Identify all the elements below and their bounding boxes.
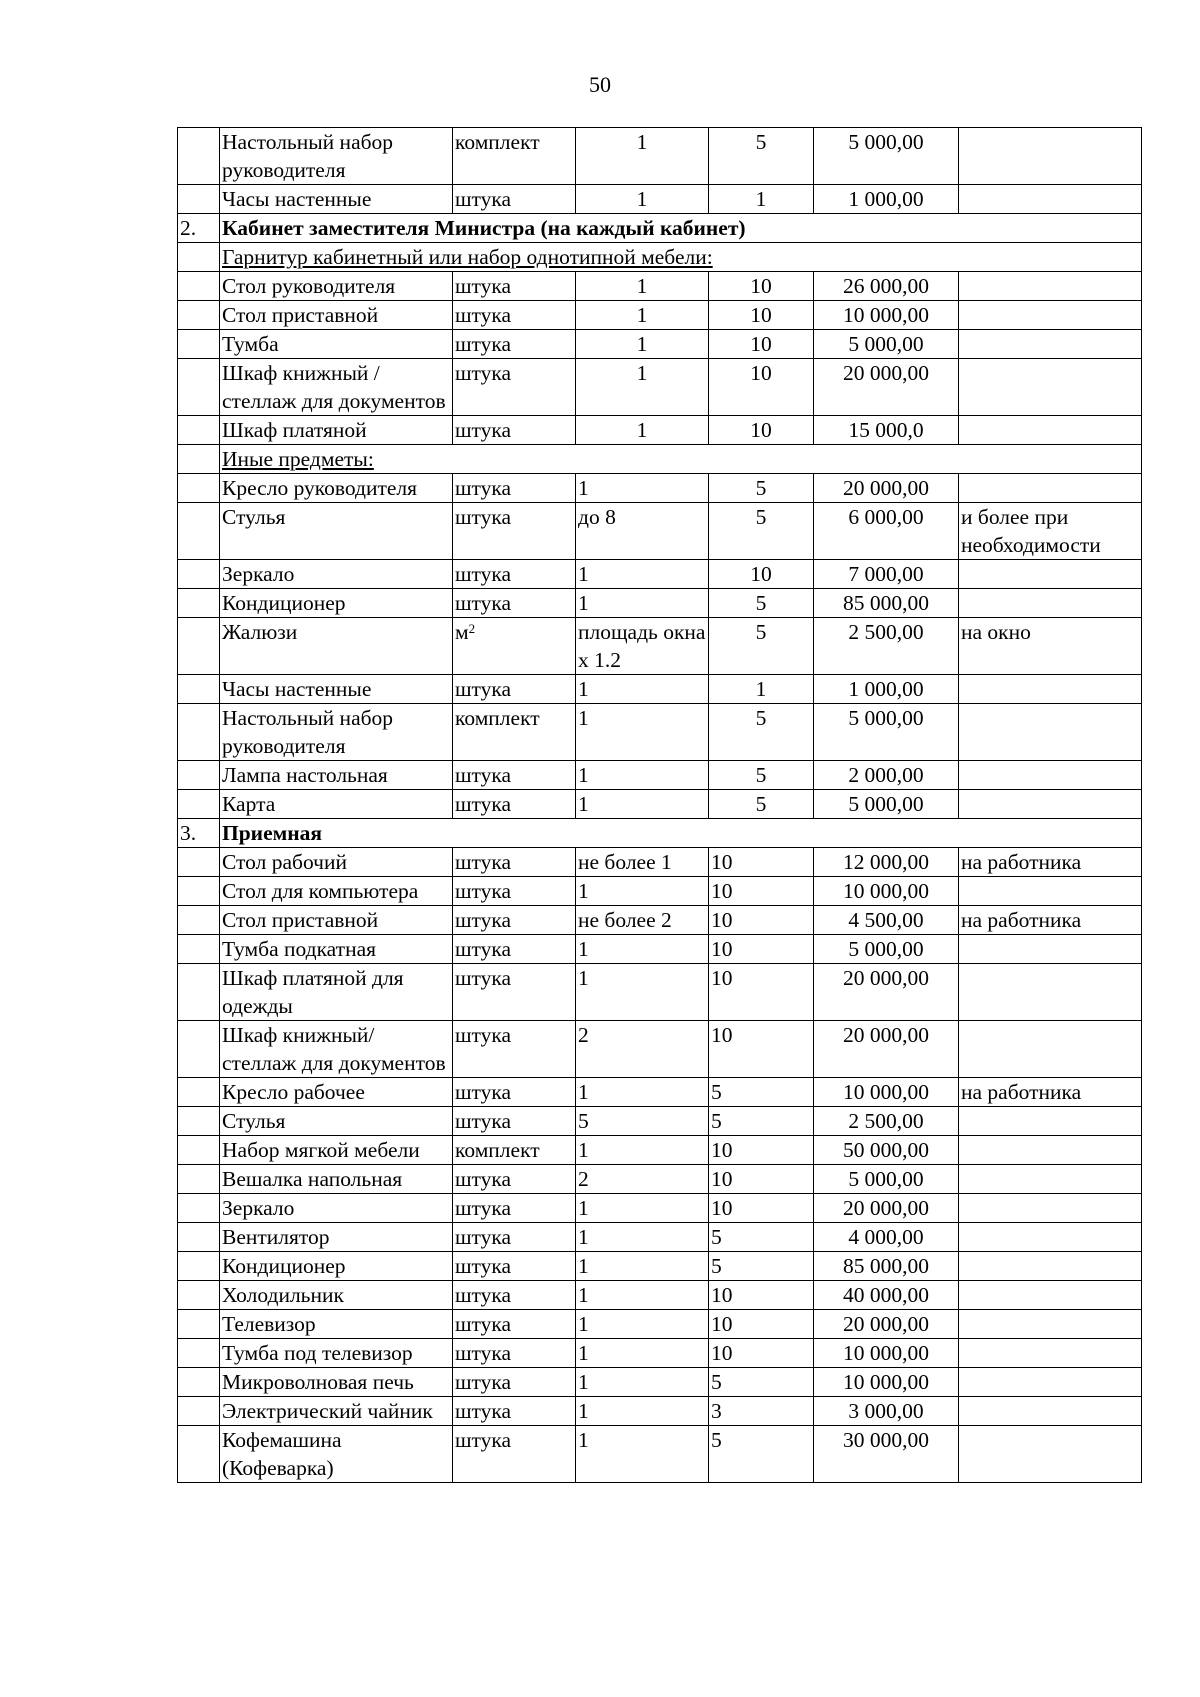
item-quantity: 5 [576,1107,709,1136]
item-note [959,877,1142,906]
item-note [959,272,1142,301]
item-name: Шкаф платяной [220,416,453,445]
item-note [959,1339,1142,1368]
table-row [178,704,1142,761]
row-number-cell [178,704,220,761]
item-service-years: 5 [709,761,814,790]
item-price: 20 000,00 [814,1194,959,1223]
item-service-years: 10 [709,1136,814,1165]
item-service-years: 5 [709,503,814,560]
item-service-years: 5 [709,1223,814,1252]
item-price: 5 000,00 [814,128,959,185]
item-price: 1 000,00 [814,185,959,214]
item-quantity: 1 [576,964,709,1021]
item-price: 85 000,00 [814,589,959,618]
item-quantity: 1 [576,1136,709,1165]
item-unit: штука [453,1368,576,1397]
item-quantity: до 8 [576,503,709,560]
row-number-cell [178,1368,220,1397]
item-quantity: 1 [576,761,709,790]
item-price: 10 000,00 [814,301,959,330]
table-row [178,1339,1142,1368]
row-number-cell [178,1165,220,1194]
item-name: Стол для компьютера [220,877,453,906]
item-service-years: 5 [709,128,814,185]
item-price: 50 000,00 [814,1136,959,1165]
item-note: на работника [959,1078,1142,1107]
row-number-cell [178,1397,220,1426]
item-price: 85 000,00 [814,1252,959,1281]
item-unit: штука [453,675,576,704]
item-quantity: не более 2 [576,906,709,935]
row-number-cell [178,848,220,877]
item-note [959,589,1142,618]
item-price: 20 000,00 [814,1310,959,1339]
item-price: 20 000,00 [814,1021,959,1078]
section-row [178,214,1142,243]
table-row [178,185,1142,214]
table-body [178,128,1142,1483]
subheader-row [178,243,1142,272]
item-service-years: 10 [709,416,814,445]
item-note [959,330,1142,359]
table-row [178,503,1142,560]
row-number-cell [178,1426,220,1483]
table-row [178,1426,1142,1483]
item-service-years: 10 [709,359,814,416]
item-unit: штука [453,877,576,906]
item-note [959,1223,1142,1252]
item-service-years: 10 [709,935,814,964]
item-note [959,474,1142,503]
item-price: 15 000,0 [814,416,959,445]
item-name: Набор мягкой мебели [220,1136,453,1165]
item-unit: штука [453,1426,576,1483]
item-note [959,416,1142,445]
item-quantity: 1 [576,790,709,819]
item-note [959,964,1142,1021]
row-number-cell [178,416,220,445]
item-name: Зеркало [220,560,453,589]
item-note [959,935,1142,964]
subheader-row [178,445,1142,474]
item-name: Стол рабочий [220,848,453,877]
row-number-cell [178,761,220,790]
item-name: Кресло рабочее [220,1078,453,1107]
item-name: Настольный набор руководителя [220,704,453,761]
item-name: Тумба подкатная [220,935,453,964]
row-number-cell [178,906,220,935]
item-name: Шкаф книжный/ стеллаж для документов [220,1021,453,1078]
item-name: Стол приставной [220,906,453,935]
item-price: 4 000,00 [814,1223,959,1252]
item-service-years: 10 [709,964,814,1021]
row-number-cell [178,935,220,964]
item-service-years: 5 [709,618,814,675]
table-row [178,1107,1142,1136]
item-note [959,1194,1142,1223]
item-name: Зеркало [220,1194,453,1223]
row-number-cell [178,1136,220,1165]
item-unit: штука [453,761,576,790]
item-quantity: 1 [576,301,709,330]
item-note [959,301,1142,330]
item-price: 10 000,00 [814,1078,959,1107]
item-name: Электрический чайник [220,1397,453,1426]
item-name: Тумба под телевизор [220,1339,453,1368]
item-unit: штука [453,272,576,301]
item-name: Шкаф платяной для одежды [220,964,453,1021]
section-title: Приемная [220,819,1142,848]
item-name: Стулья [220,503,453,560]
item-note [959,1021,1142,1078]
item-note [959,1107,1142,1136]
item-unit: штука [453,964,576,1021]
table-row [178,675,1142,704]
item-note [959,790,1142,819]
item-quantity: 1 [576,560,709,589]
item-note [959,185,1142,214]
item-note [959,1426,1142,1483]
item-name: Тумба [220,330,453,359]
item-quantity: 1 [576,1426,709,1483]
item-note [959,560,1142,589]
table-row [178,964,1142,1021]
item-unit: штука [453,589,576,618]
item-quantity: 1 [576,704,709,761]
item-service-years: 10 [709,877,814,906]
item-note [959,1281,1142,1310]
table-row [178,474,1142,503]
item-unit: штука [453,416,576,445]
item-quantity: 1 [576,1368,709,1397]
item-service-years: 5 [709,589,814,618]
item-service-years: 10 [709,330,814,359]
table-row [178,359,1142,416]
item-price: 20 000,00 [814,359,959,416]
item-unit: штука [453,359,576,416]
row-number-cell [178,964,220,1021]
item-name: Часы настенные [220,675,453,704]
item-note [959,1252,1142,1281]
table-row [178,128,1142,185]
item-service-years: 10 [709,1021,814,1078]
item-quantity: 1 [576,1339,709,1368]
table-row [178,1223,1142,1252]
item-price: 5 000,00 [814,1165,959,1194]
item-note: на окно [959,618,1142,675]
item-price: 4 500,00 [814,906,959,935]
item-note: на работника [959,848,1142,877]
row-number-cell [178,589,220,618]
page-number: 50 [589,72,611,97]
item-name: Телевизор [220,1310,453,1339]
item-price: 5 000,00 [814,330,959,359]
item-price: 6 000,00 [814,503,959,560]
item-note [959,1136,1142,1165]
item-service-years: 5 [709,790,814,819]
item-unit: $м^2$ [453,618,576,675]
item-quantity: 1 [576,330,709,359]
item-service-years: 5 [709,1252,814,1281]
row-number-cell [178,272,220,301]
row-number-cell [178,445,220,474]
item-price: 7 000,00 [814,560,959,589]
table-row [178,1368,1142,1397]
item-note [959,1310,1142,1339]
item-unit: штука [453,848,576,877]
table-row [178,589,1142,618]
item-quantity: 1 [576,272,709,301]
item-service-years: 10 [709,560,814,589]
item-service-years: 10 [709,301,814,330]
item-name: Микроволновая печь [220,1368,453,1397]
item-name: Стулья [220,1107,453,1136]
row-number-cell [178,1339,220,1368]
row-number-cell [178,1252,220,1281]
item-name: Настольный набор руководителя [220,128,453,185]
table-row [178,906,1142,935]
table-row [178,1281,1142,1310]
item-price: 26 000,00 [814,272,959,301]
item-unit: штука [453,474,576,503]
item-service-years: 10 [709,906,814,935]
item-name: Шкаф книжный /стеллаж для документов [220,359,453,416]
item-price: 5 000,00 [814,935,959,964]
table-row [178,416,1142,445]
item-name: Стол приставной [220,301,453,330]
item-service-years: 1 [709,185,814,214]
item-unit: комплект [453,128,576,185]
item-quantity: 1 [576,1252,709,1281]
item-quantity: площадь окна х 1.2 [576,618,709,675]
item-unit: штука [453,330,576,359]
table-row [178,1165,1142,1194]
item-service-years: 5 [709,704,814,761]
item-quantity: 2 [576,1165,709,1194]
item-unit: штука [453,935,576,964]
table-row [178,272,1142,301]
row-number-cell [178,1021,220,1078]
item-service-years: 5 [709,1426,814,1483]
item-quantity: 1 [576,589,709,618]
row-number-cell [178,790,220,819]
item-quantity: 1 [576,1194,709,1223]
item-quantity: 1 [576,474,709,503]
item-service-years: 1 [709,675,814,704]
item-note: и более при необходимости [959,503,1142,560]
row-number-cell [178,359,220,416]
furniture-norms-table [177,127,1142,1483]
table-row [178,1021,1142,1078]
item-price: 1 000,00 [814,675,959,704]
item-name: Стол руководителя [220,272,453,301]
row-number-cell [178,675,220,704]
subheader-cell [220,445,1142,474]
item-note [959,1165,1142,1194]
item-unit: комплект [453,704,576,761]
item-quantity: 1 [576,1281,709,1310]
item-unit: штука [453,1107,576,1136]
subheader-cell [220,243,1142,272]
item-note [959,704,1142,761]
row-number-cell [178,560,220,589]
item-unit: штука [453,1281,576,1310]
row-number-cell [178,1107,220,1136]
item-quantity: 1 [576,416,709,445]
row-number-cell [178,1194,220,1223]
table-row [178,1078,1142,1107]
item-quantity: 1 [576,185,709,214]
section-number: 2. [178,214,220,243]
table-row [178,877,1142,906]
item-quantity: 1 [576,1223,709,1252]
subheader-title: Иные предметы: [222,447,374,471]
item-unit: штука [453,1252,576,1281]
item-service-years: 3 [709,1397,814,1426]
item-quantity: 1 [576,877,709,906]
row-number-cell [178,618,220,675]
item-name: Кондиционер [220,1252,453,1281]
item-quantity: 1 [576,675,709,704]
table-row [178,790,1142,819]
table-row [178,935,1142,964]
row-number-cell [178,1281,220,1310]
item-quantity: 1 [576,1397,709,1426]
item-name: Вентилятор [220,1223,453,1252]
item-service-years: 10 [709,1165,814,1194]
table-row [178,1194,1142,1223]
item-unit: штука [453,1310,576,1339]
item-note [959,128,1142,185]
section-title: Кабинет заместителя Министра (на каждый кабинет) [220,214,1142,243]
item-unit: штука [453,1339,576,1368]
item-unit: штука [453,560,576,589]
item-service-years: 10 [709,848,814,877]
item-note: на работника [959,906,1142,935]
item-unit: штука [453,1397,576,1426]
item-name: Часы настенные [220,185,453,214]
item-price: 2 500,00 [814,618,959,675]
item-quantity: 1 [576,359,709,416]
item-price: 30 000,00 [814,1426,959,1483]
item-unit: штука [453,1021,576,1078]
item-name: Холодильник [220,1281,453,1310]
item-unit: штука [453,1165,576,1194]
item-price: 10 000,00 [814,1368,959,1397]
item-quantity: 2 [576,1021,709,1078]
row-number-cell [178,503,220,560]
row-number-cell [178,128,220,185]
item-name: Карта [220,790,453,819]
item-name: Кресло руководителя [220,474,453,503]
item-price: 5 000,00 [814,704,959,761]
item-unit: штука [453,1194,576,1223]
row-number-cell [178,243,220,272]
item-price: 10 000,00 [814,1339,959,1368]
item-quantity: 1 [576,935,709,964]
item-price: 10 000,00 [814,877,959,906]
table-row [178,1252,1142,1281]
item-price: 40 000,00 [814,1281,959,1310]
item-note [959,359,1142,416]
item-name: Кондиционер [220,589,453,618]
item-price: 12 000,00 [814,848,959,877]
item-service-years: 10 [709,1310,814,1339]
table-row [178,1310,1142,1339]
item-note [959,675,1142,704]
item-name: Лампа настольная [220,761,453,790]
item-price: 3 000,00 [814,1397,959,1426]
table-row [178,1397,1142,1426]
item-service-years: 10 [709,1194,814,1223]
table-row [178,618,1142,675]
section-row [178,819,1142,848]
item-service-years: 5 [709,474,814,503]
item-service-years: 5 [709,1368,814,1397]
item-unit: штука [453,906,576,935]
item-note [959,1368,1142,1397]
subheader-title: Гарнитур кабинетный или набор однотипной мебели: [222,245,713,269]
item-service-years: 10 [709,272,814,301]
row-number-cell [178,1078,220,1107]
item-price: 20 000,00 [814,474,959,503]
table-row [178,848,1142,877]
table-row [178,1136,1142,1165]
item-quantity: 1 [576,1310,709,1339]
table-row [178,560,1142,589]
item-note [959,761,1142,790]
item-note [959,1397,1142,1426]
unit-superscript: 2 [468,621,476,636]
item-unit: штука [453,301,576,330]
row-number-cell [178,301,220,330]
item-unit: комплект [453,1136,576,1165]
item-service-years: 5 [709,1078,814,1107]
item-quantity: 1 [576,128,709,185]
item-price: 2 000,00 [814,761,959,790]
table-row [178,330,1142,359]
item-price: 20 000,00 [814,964,959,1021]
item-price: 2 500,00 [814,1107,959,1136]
item-unit: штука [453,790,576,819]
table-row [178,301,1142,330]
item-unit: штука [453,1078,576,1107]
item-name: Кофемашина (Кофеварка) [220,1426,453,1483]
item-price: 5 000,00 [814,790,959,819]
item-unit: штука [453,1223,576,1252]
row-number-cell [178,1223,220,1252]
item-name: Жалюзи [220,618,453,675]
item-unit: штука [453,185,576,214]
item-service-years: 10 [709,1281,814,1310]
table-row [178,761,1142,790]
row-number-cell [178,1310,220,1339]
item-unit: штука [453,503,576,560]
item-service-years: 5 [709,1107,814,1136]
section-number: 3. [178,819,220,848]
item-name: Вешалка напольная [220,1165,453,1194]
row-number-cell [178,474,220,503]
item-quantity: 1 [576,1078,709,1107]
row-number-cell [178,330,220,359]
row-number-cell [178,185,220,214]
item-quantity: не более 1 [576,848,709,877]
row-number-cell [178,877,220,906]
item-service-years: 10 [709,1339,814,1368]
